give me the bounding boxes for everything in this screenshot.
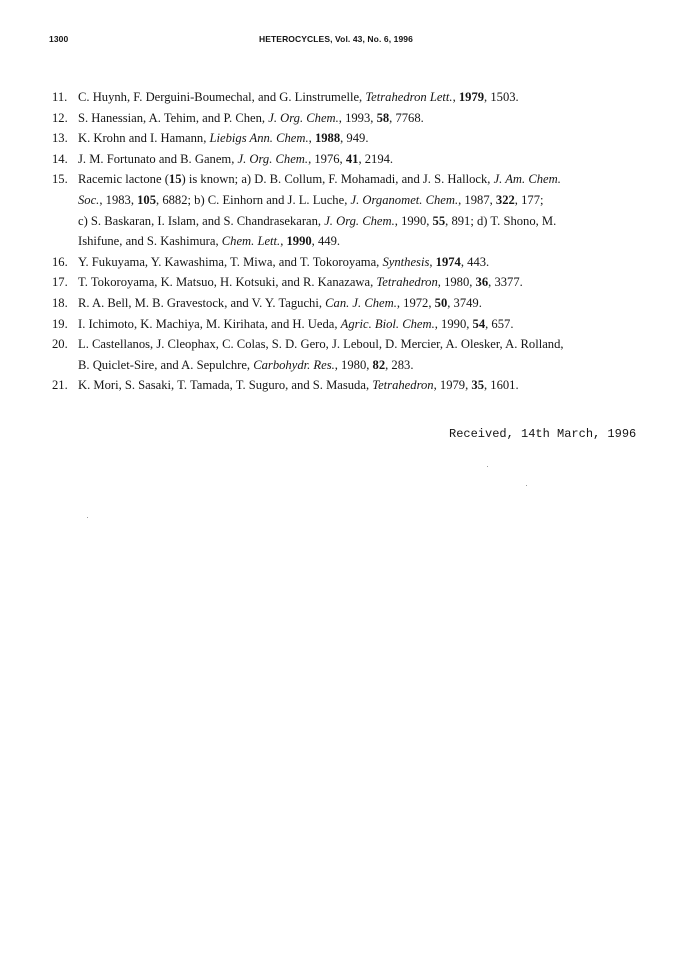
reference-line	[78, 87, 652, 108]
reference-line	[78, 231, 652, 252]
citation-text: , 443.	[460, 254, 490, 269]
volume-number: 82	[372, 357, 386, 372]
citation-text: , 1993,	[338, 110, 377, 125]
journal-title: J. Organomet. Chem.	[350, 192, 459, 207]
volume-number: 58	[376, 110, 390, 125]
citation-text: , 3377.	[488, 275, 523, 290]
citation-text: , 449.	[311, 234, 341, 249]
reference-number: 20.	[52, 337, 68, 352]
journal-title: Can. J. Chem.	[325, 295, 397, 310]
reference-line	[78, 375, 652, 396]
journal-title: Tetrahedron	[372, 378, 434, 393]
reference-number: 17.	[52, 275, 68, 290]
citation-text: , 1972,	[396, 295, 435, 310]
reference-number: 18.	[52, 295, 68, 310]
citation-text: , 283.	[385, 357, 414, 372]
citation-text: , 1601.	[483, 378, 519, 393]
journal-title: Chem. Lett.	[221, 234, 281, 249]
volume-number: 54	[472, 316, 486, 331]
volume-number: 15	[168, 172, 182, 187]
reference-line	[78, 272, 652, 293]
volume-number: 36	[475, 275, 489, 290]
reference-number: 12.	[52, 110, 68, 125]
volume-number: 50	[434, 295, 448, 310]
reference-item	[52, 375, 652, 396]
reference-line	[78, 108, 652, 129]
volume-number: 322	[495, 192, 515, 207]
reference-line	[78, 169, 652, 190]
reference-line	[78, 252, 652, 273]
scan-speck	[487, 466, 488, 467]
journal-title: Carbohydr. Res.	[253, 357, 335, 372]
reference-line	[78, 128, 652, 149]
reference-number: 19.	[52, 316, 68, 331]
citation-text: , 1503.	[484, 90, 519, 104]
journal-title: J. Org. Chem.	[324, 213, 395, 228]
journal-title: Synthesis	[382, 254, 430, 269]
journal-title: Tetrahedron Lett.	[365, 90, 453, 104]
citation-text: , 1976,	[308, 151, 346, 166]
reference-item	[52, 293, 652, 314]
reference-item	[52, 252, 652, 273]
journal-title: Tetrahedron	[376, 275, 438, 290]
citation-text: , 3749.	[447, 295, 482, 310]
scan-speck	[87, 517, 88, 518]
volume-number: 105	[137, 192, 157, 207]
citation-text: K. Mori, S. Sasaki, T. Tamada, T. Suguro, and S. Masuda,	[78, 378, 373, 393]
reference-line	[78, 211, 652, 232]
citation-text: ,	[429, 254, 436, 269]
volume-number: 1990	[286, 234, 312, 249]
reference-line	[78, 293, 652, 314]
volume-number: 1979	[458, 90, 485, 104]
citation-text: , 1987,	[458, 192, 496, 207]
citation-text: , 1990,	[434, 316, 473, 331]
citation-text: T. Tokoroyama, K. Matsuo, H. Kotsuki, and R. Kanazawa,	[78, 275, 377, 290]
citation-text: , 1983,	[99, 192, 138, 207]
citation-text: Racemic lactone (	[78, 172, 169, 187]
volume-number: 41	[345, 151, 359, 166]
journal-title: Liebigs Ann. Chem.	[209, 131, 309, 146]
reference-item	[52, 272, 652, 293]
citation-text: ,	[280, 234, 287, 249]
citation-text: C. Huynh, F. Derguini-Boumechal, and G. Linstrumelle,	[78, 90, 366, 104]
reference-number: 11.	[52, 90, 68, 104]
journal-title: Soc.	[78, 192, 100, 207]
citation-text: R. A. Bell, M. B. Gravestock, and V. Y. Taguchi,	[78, 295, 326, 310]
journal-title: J. Org. Chem.	[268, 110, 339, 125]
reference-line	[78, 355, 652, 376]
page-header	[0, 34, 688, 50]
reference-item	[52, 128, 652, 149]
citation-text: , 1990,	[394, 213, 433, 228]
citation-text: Ishifune, and S. Kashimura,	[78, 234, 222, 249]
citation-text: J. M. Fortunato and B. Ganem,	[78, 151, 238, 166]
citation-text: , 6882; b) C. Einhorn and J. L. Luche,	[156, 192, 351, 207]
reference-item	[52, 149, 652, 170]
citation-text: , 7768.	[389, 110, 424, 125]
citation-text: , 177;	[514, 192, 544, 207]
volume-number: 55	[432, 213, 446, 228]
reference-number: 21.	[52, 378, 68, 393]
reference-number: 15.	[52, 172, 68, 187]
citation-text: , 657.	[485, 316, 514, 331]
citation-text: ,	[308, 131, 315, 146]
journal-title: J. Org. Chem.	[237, 151, 309, 166]
citation-text: , 2194.	[358, 151, 394, 166]
running-head: HETEROCYCLES, Vol. 43, No. 6, 1996	[259, 34, 413, 44]
reference-number: 16.	[52, 254, 68, 269]
citation-text: K. Krohn and I. Hamann,	[78, 131, 210, 146]
citation-text: , 949.	[340, 131, 369, 146]
citation-text: , 1980,	[334, 357, 373, 372]
volume-number: 1988	[314, 131, 341, 146]
volume-number: 1974	[435, 254, 461, 269]
citation-text: Y. Fukuyama, Y. Kawashima, T. Miwa, and T. Tokoroyama,	[78, 254, 383, 269]
received-date: Received, 14th March, 1996	[449, 427, 637, 441]
citation-text: , 891; d) T. Shono, M.	[445, 213, 557, 228]
citation-text: I. Ichimoto, K. Machiya, M. Kirihata, and H. Ueda,	[78, 316, 341, 331]
reference-number: 13.	[52, 131, 68, 146]
reference-line	[78, 149, 652, 170]
scan-speck	[526, 485, 527, 486]
reference-item	[52, 169, 652, 251]
citation-text: , 1980,	[437, 275, 476, 290]
citation-text: ) is known; a) D. B. Collum, F. Mohamadi, and J. S. Hallock,	[181, 172, 494, 187]
citation-text: ,	[452, 90, 459, 104]
volume-number: 35	[471, 378, 484, 393]
page-number: 1300	[49, 34, 69, 44]
reference-number: 14.	[52, 151, 68, 166]
citation-text: B. Quiclet-Sire, and A. Sepulchre,	[78, 357, 254, 372]
reference-item	[52, 108, 652, 129]
journal-title: J. Am. Chem.	[493, 172, 561, 187]
journal-title: Agric. Biol. Chem.	[340, 316, 435, 331]
citation-text: c) S. Baskaran, I. Islam, and S. Chandrasekaran,	[78, 213, 325, 228]
reference-line	[78, 314, 652, 335]
citation-text: S. Hanessian, A. Tehim, and P. Chen,	[78, 110, 269, 125]
reference-item	[52, 87, 652, 108]
reference-item	[52, 334, 652, 375]
reference-item	[52, 314, 652, 335]
citation-text: L. Castellanos, J. Cleophax, C. Colas, S. D. Gero, J. Leboul, D. Mercier, A. Olesker, A. Rolland,	[78, 337, 564, 352]
reference-list	[52, 87, 652, 396]
citation-text: , 1979,	[433, 378, 472, 393]
reference-line	[78, 190, 652, 211]
reference-line	[78, 334, 652, 355]
